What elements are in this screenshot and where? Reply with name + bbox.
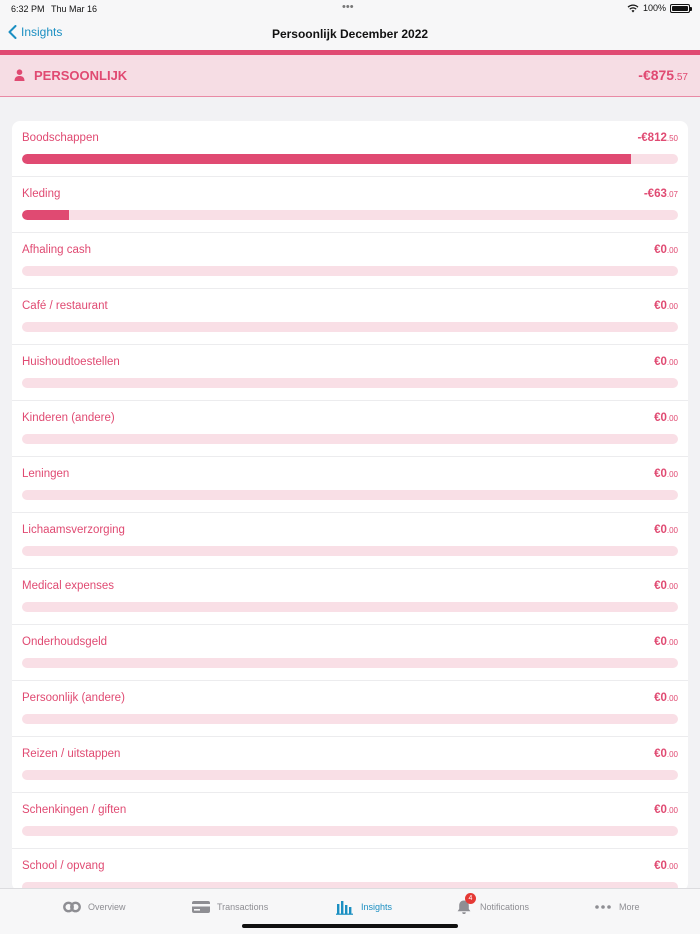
category-label: Medical expenses <box>22 580 115 592</box>
progress-track <box>22 434 678 444</box>
category-amount <box>654 636 678 648</box>
category-amount-cents: .00 <box>666 582 678 591</box>
category-label: Persoonlijk (andere) <box>22 692 125 704</box>
status-bar <box>0 0 700 18</box>
category-label: Kleding <box>22 188 61 200</box>
navigation-bar <box>0 18 700 50</box>
category-row[interactable] <box>12 793 688 849</box>
category-label: Leningen <box>22 468 70 480</box>
category-label: Huishoudtoestellen <box>22 356 120 368</box>
tab-insights-label: Insights <box>361 902 393 912</box>
category-row[interactable] <box>12 233 688 289</box>
category-amount-main: €0 <box>654 412 667 424</box>
category-label: Boodschappen <box>22 132 99 144</box>
category-amount-cents: .07 <box>666 190 678 199</box>
category-amount-main: -€812 <box>637 132 667 144</box>
category-label: Afhaling cash <box>22 244 92 256</box>
bar-chart-icon <box>335 899 355 915</box>
progress-track <box>22 770 678 780</box>
category-amount-main: €0 <box>654 244 667 256</box>
person-icon <box>14 69 25 81</box>
category-row[interactable] <box>12 849 688 891</box>
category-amount-main: €0 <box>654 468 667 480</box>
progress-track <box>22 322 678 332</box>
category-amount-main: €0 <box>654 524 667 536</box>
category-amount <box>644 188 678 200</box>
category-row[interactable] <box>12 121 688 177</box>
category-amount-cents: .00 <box>666 358 678 367</box>
category-row[interactable] <box>12 401 688 457</box>
progress-track <box>22 266 678 276</box>
category-label: Schenkingen / giften <box>22 804 127 816</box>
category-amount <box>654 244 678 256</box>
category-amount <box>637 132 678 144</box>
category-row[interactable] <box>12 345 688 401</box>
group-total-amount <box>638 67 688 83</box>
category-amount-main: €0 <box>654 356 667 368</box>
tab-overview[interactable] <box>62 899 126 915</box>
category-amount <box>654 580 678 592</box>
tab-notifications[interactable] <box>454 895 530 915</box>
category-amount-main: €0 <box>654 860 667 872</box>
progress-track <box>22 378 678 388</box>
category-amount-cents: .00 <box>666 750 678 759</box>
more-dots-icon <box>593 899 613 915</box>
progress-fill <box>22 154 631 164</box>
category-amount-cents: .00 <box>666 470 678 479</box>
category-amount <box>654 804 678 816</box>
tab-more[interactable] <box>593 899 640 915</box>
tab-insights[interactable] <box>335 899 392 915</box>
category-amount-cents: .00 <box>666 526 678 535</box>
category-row[interactable] <box>12 625 688 681</box>
group-amount-cents: .57 <box>674 72 688 83</box>
category-amount-main: -€63 <box>643 188 667 200</box>
progress-fill <box>22 210 69 220</box>
category-amount-main: €0 <box>654 300 667 312</box>
tab-notifications-label: Notifications <box>480 902 530 912</box>
category-amount-main: €0 <box>654 804 667 816</box>
category-label: Kinderen (andere) <box>22 412 115 424</box>
progress-track <box>22 210 678 220</box>
category-amount-cents: .00 <box>666 862 678 871</box>
category-row[interactable] <box>12 289 688 345</box>
category-amount <box>654 748 678 760</box>
tab-more-label: More <box>619 902 640 912</box>
category-label: Reizen / uitstappen <box>22 748 121 760</box>
multitasking-dots-icon[interactable]: ••• <box>342 1 354 13</box>
battery-icon <box>670 4 690 13</box>
category-label: Lichaamsverzorging <box>22 524 125 536</box>
category-amount-cents: .00 <box>666 414 678 423</box>
category-amount-cents: .00 <box>666 806 678 815</box>
category-label: Onderhoudsgeld <box>22 636 108 648</box>
card-icon <box>191 899 211 915</box>
progress-track <box>22 658 678 668</box>
home-indicator[interactable] <box>242 924 458 928</box>
category-amount-cents: .50 <box>666 134 678 143</box>
category-row[interactable] <box>12 177 688 233</box>
progress-track <box>22 714 678 724</box>
category-amount-cents: .00 <box>666 694 678 703</box>
category-amount-main: €0 <box>654 636 667 648</box>
battery-percent: 100% <box>642 3 666 13</box>
tab-overview-label: Overview <box>88 902 126 912</box>
group-header <box>0 55 700 97</box>
category-row[interactable] <box>12 569 688 625</box>
category-amount <box>654 524 678 536</box>
bell-icon-wrapper <box>454 895 474 915</box>
notification-badge: 4 <box>465 893 476 904</box>
category-row[interactable] <box>12 737 688 793</box>
wifi-icon <box>627 4 639 13</box>
category-amount-cents: .00 <box>666 246 678 255</box>
category-amount-main: €0 <box>654 748 667 760</box>
category-amount <box>654 356 678 368</box>
status-right <box>627 3 690 13</box>
progress-track <box>22 490 678 500</box>
tab-transactions[interactable] <box>191 899 268 915</box>
category-amount <box>654 692 678 704</box>
category-label: Café / restaurant <box>22 300 108 312</box>
progress-track <box>22 826 678 836</box>
category-amount-cents: .00 <box>666 638 678 647</box>
progress-track <box>22 602 678 612</box>
group-title: PERSOONLIJK <box>34 68 128 83</box>
category-row[interactable] <box>12 457 688 513</box>
category-amount-cents: .00 <box>666 302 678 311</box>
category-amount <box>654 468 678 480</box>
status-date: Thu Mar 16 <box>51 4 98 14</box>
progress-track <box>22 546 678 556</box>
category-amount <box>654 860 678 872</box>
category-amount <box>654 412 678 424</box>
infinity-icon <box>62 899 82 915</box>
back-label: Insights <box>21 25 63 39</box>
category-row[interactable] <box>12 681 688 737</box>
category-amount-main: €0 <box>654 692 667 704</box>
progress-track <box>22 154 678 164</box>
status-time: 6:32 PM <box>11 4 45 14</box>
page-title: Persoonlijk December 2022 <box>271 27 429 41</box>
category-amount-main: €0 <box>654 580 667 592</box>
category-amount <box>654 300 678 312</box>
category-row[interactable] <box>12 513 688 569</box>
group-amount-main: -€875 <box>638 67 675 83</box>
category-label: School / opvang <box>22 860 105 872</box>
category-list <box>12 121 688 891</box>
tab-transactions-label: Transactions <box>217 902 269 912</box>
